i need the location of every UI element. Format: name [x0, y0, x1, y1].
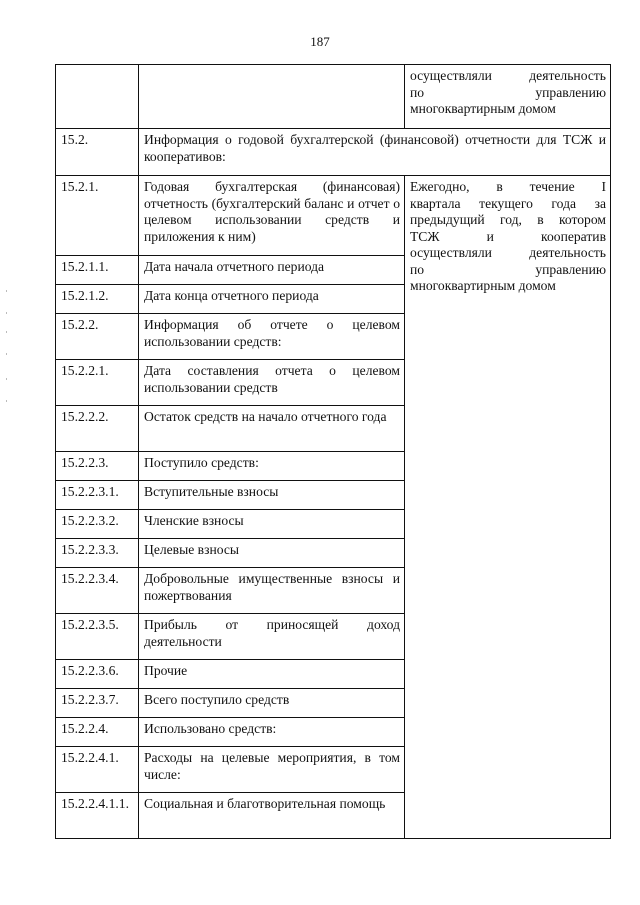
- row-code: 15.2.2.3.3.: [56, 539, 139, 568]
- row-code: 15.2.2.4.1.1.: [56, 793, 139, 839]
- code-cell: [56, 65, 139, 129]
- note-line: квартала текущего года за: [410, 195, 606, 211]
- note-line: осуществляли деятельность: [410, 245, 606, 260]
- table-row: [56, 176, 611, 256]
- row-name: Вступительные взносы: [139, 481, 405, 510]
- row-name: Дата составления отчета о целевом использовании средств: [139, 360, 405, 406]
- row-code: 15.2.2.3.1.: [56, 481, 139, 510]
- row-name: Всего поступило средств: [139, 689, 405, 718]
- row-name: Прочие: [139, 660, 405, 689]
- note-line: по управлению: [410, 84, 606, 100]
- row-code: 15.2.1.2.: [56, 285, 139, 314]
- row-code: 15.2.1.: [56, 176, 139, 256]
- row-name: Членские взносы: [139, 510, 405, 539]
- row-code: 15.2.1.1.: [56, 256, 139, 285]
- row-name: Дата начала отчетного периода: [139, 256, 405, 285]
- row-code: 15.2.2.3.2.: [56, 510, 139, 539]
- row-code: 15.2.2.4.1.: [56, 747, 139, 793]
- note-line: многоквартирным домом: [410, 278, 556, 293]
- row-name: Прибыль от приносящей доход деятельности: [139, 614, 405, 660]
- row-name: Остаток средств на начало отчетного года: [139, 406, 405, 452]
- note-line: ТСЖ и кооператив: [410, 228, 606, 244]
- note-line: Ежегодно, в течение I: [410, 179, 606, 194]
- row-code: 15.2.2.4.: [56, 718, 139, 747]
- row-code: 15.2.2.3.4.: [56, 568, 139, 614]
- page-number: 187: [310, 34, 330, 49]
- section-row: [56, 129, 611, 176]
- note-cell: [405, 65, 611, 129]
- reporting-table: [55, 64, 611, 839]
- row-code: 15.2.2.: [56, 314, 139, 360]
- row-name: Дата конца отчетного периода: [139, 285, 405, 314]
- row-code: 15.2.2.2.: [56, 406, 139, 452]
- name-cell: [139, 65, 405, 129]
- row-code: 15.2.2.3.6.: [56, 660, 139, 689]
- note-line: по управлению: [410, 261, 606, 277]
- note-line: предыдущий год, в котором: [410, 212, 606, 227]
- note-line: многоквартирным домом: [410, 101, 556, 116]
- row-name: Использовано средств:: [139, 718, 405, 747]
- row-name: Информация об отчете о целевом использовании средств:: [139, 314, 405, 360]
- row-name: Социальная и благотворительная помощь: [139, 793, 405, 839]
- row-name: Добровольные имущественные взносы и пожертвования: [139, 568, 405, 614]
- row-code: 15.2.2.1.: [56, 360, 139, 406]
- row-name: Поступило средств:: [139, 452, 405, 481]
- section-code: 15.2.: [56, 129, 139, 176]
- section-title: Информация о годовой бухгалтерской (финансовой) отчетности для ТСЖ и кооперативов:: [139, 129, 611, 176]
- row-code: 15.2.2.3.5.: [56, 614, 139, 660]
- merged-note-cell: [405, 176, 611, 839]
- row-name: Целевые взносы: [139, 539, 405, 568]
- note-line: осуществляли деятельность: [410, 68, 606, 83]
- table-row-continuation: [56, 65, 611, 129]
- scan-margin-marks: [6, 290, 8, 410]
- row-code: 15.2.2.3.: [56, 452, 139, 481]
- row-name: Годовая бухгалтерская (финансовая) отчетность (бухгалтерский баланс и отчет о целевом использовании средств и приложения к ним): [139, 176, 405, 256]
- row-name: Расходы на целевые мероприятия, в том числе:: [139, 747, 405, 793]
- row-code: 15.2.2.3.7.: [56, 689, 139, 718]
